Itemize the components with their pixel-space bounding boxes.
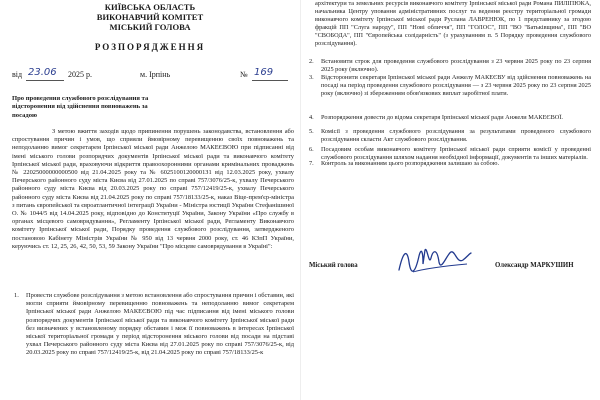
order-item-3 [309, 74, 591, 98]
order-item-1-continuation: архітектури та земельних ресурсів виконавчого комітету Ірпінської міської ради Романа ПИЛІПЮКА, начальника Центру уповання адміністративних послуг та ведення реєстру територіальної громади виконавчого комітету Ірпінської міської ради Руслана ЛАВРЕНЮК, по 1 представнику за згодою фракцій ПП "Слуга народу", ПП "Нові обличчя", ПП "ГОЛОС", ПП "ВО "Батьківщина", ПП "ВО "СВОБОДА", ПП "Європейська солідарність" (з урахуванням п. 5 Порядку проведення службового розслідування). [315, 0, 591, 47]
item-number: 5. [309, 128, 314, 135]
item-number: 6. [309, 146, 314, 153]
handwritten-number: 169 [254, 67, 274, 78]
item-number: 7. [309, 160, 314, 167]
item-text: Контроль за виконанням цього розпорядження залишаю за собою. [321, 160, 500, 167]
handwritten-signature [393, 244, 473, 278]
order-item-1 [12, 292, 294, 358]
item-text: Відсторонити секретаря Ірпінської міської ради Анжелу МАКЕЄВУ від здійснення повноважень на посаді на період проведення службового розслідування — з 23 червня 2025 року по 23 серпня 2025 року (включно) зі збереженням обов'язкових виплат заробітної плати. [321, 74, 591, 97]
document-type-title: РОЗПОРЯДЖЕННЯ [94, 42, 206, 52]
number-underline [252, 80, 288, 81]
order-item-5 [309, 128, 591, 144]
preamble-paragraph: З метою вжиття заходів щодо припинення порушень законодавства, встановлення або спростування причин і умов, що сприяли ймовірному перевищенню своїх повноважень та неподоланню вимог секретарем Ірпінської міської ради Анжелою МАКЕЄВОЮ при підписанні від імені міського голови розпорядчих документів Ірпінської міської ради та виконавчого комітету Ірпінської міської ради, враховуючи відкриття правоохоронними органами кримінальних проваджень № 22025000000000500 від 21.04.2025 року та № 60251001200001З1 від 12.03.2025 року, ухвалу Печерського районного суду міста Києва від 27.01.2025 по справі 757/3076/25-к, ухвалу Печерського районного суду міста Києва від 20.03.2025 року по справі 757/12419/25-к, ухвалу Печерського районного суду міста Києва від 21.04.2025 року по справі 757/18133/25-к, наказ Віце-прем'єр-міністра з питань європейської та євроатлантичної інтеграції України - Міністра юстиції України Стефанішиної О. № 1044/5 від 14.04.2025 року, відповідно до Конституції України, Закону України «Про службу в органах місцевого самоврядування», Регламенту Ірпінської міської ради, Регламенту Виконавчого комітету Ірпінської міської ради, Порядку проведення службового розслідування, затвердженого постановою Кабінету Міністрів України № 950 від 13 червня 2000 року, ст. 46 КЗпП України, керуючись ст. 12, 25, 26, 42, 50, 53, 59 Закону України "Про місцеве самоврядування в Україні": [12, 128, 294, 250]
item-text: Розпорядження довести до відома секретаря Ірпінської міської ради Анжели МАКЕЄВОЇ. [321, 114, 564, 121]
dateline [12, 67, 292, 82]
date-prefix: від [12, 70, 23, 79]
signatory-name: Олександр МАРКУШИН [495, 262, 574, 269]
date-underline [26, 80, 64, 81]
document-subject: Про проведення службового розслідування та відсторонення від здійснення повноважень за посадою [12, 95, 149, 119]
item-number: 4. [309, 114, 314, 121]
city-name: м. Ірпінь [140, 70, 171, 79]
item-text: Посадовим особам виконавчого комітету Ірпінської міської ради сприяти комісії у проведенні службового розслідування шляхом надання необхідної інформації, документів та інших матеріалів. [321, 146, 591, 161]
item-number: 1. [14, 292, 19, 299]
number-sign: № [240, 70, 248, 79]
page-right [300, 0, 600, 400]
item-number: 2. [309, 58, 314, 65]
item-text: Провести службове розслідування з метою встановлення або спростування причин і обставин, які могли сприяти ймовірному перевищенню повноважень та неподоланню вимог секретарем Ірпінської міської ради Анжелою МАКЕЄВОЮ під час підписання від імені міського голови розпорядчих документів Ірпінської міської ради та виконавчого комітету Ірпінської міської ради без визначених у встановленому порядку обставин і меж її повноважень в інтересах Ірпінської міської територіальної громади у період відсторонення міського голови від посади на підставі ухвал Печерського районного суду міста Києва від 27.01.2025 року по справі 757/3076/25-к, від 20.03.2025 року по справі 757/12419/25-к, від 21.04.2025 року по справі 757/18133/25-к [26, 292, 294, 357]
item-text: Встановити строк для проведення службового розслідування з 23 червня 2025 року по 23 серпня 2025 року (включно). [321, 58, 591, 73]
item-number: 3. [309, 74, 314, 81]
date-year: 2025 р. [68, 70, 92, 79]
handwritten-date: 23.06 [28, 67, 57, 78]
order-item-4 [309, 114, 591, 122]
item-text: Комісії з проведення службового розслідування за результатами проведеного службового розслідування скласти Акт службового розслідування. [321, 128, 591, 143]
order-item-2 [309, 58, 591, 74]
signatory-position: Міський голова [309, 262, 358, 269]
oblast-heading: КИЇВСЬКА ОБЛАСТЬ [104, 2, 196, 12]
order-item-7 [309, 160, 591, 168]
mayor-heading: МІСЬКИЙ ГОЛОВА [109, 22, 191, 32]
committee-heading: ВИКОНАВЧИЙ КОМІТЕТ [96, 12, 204, 22]
